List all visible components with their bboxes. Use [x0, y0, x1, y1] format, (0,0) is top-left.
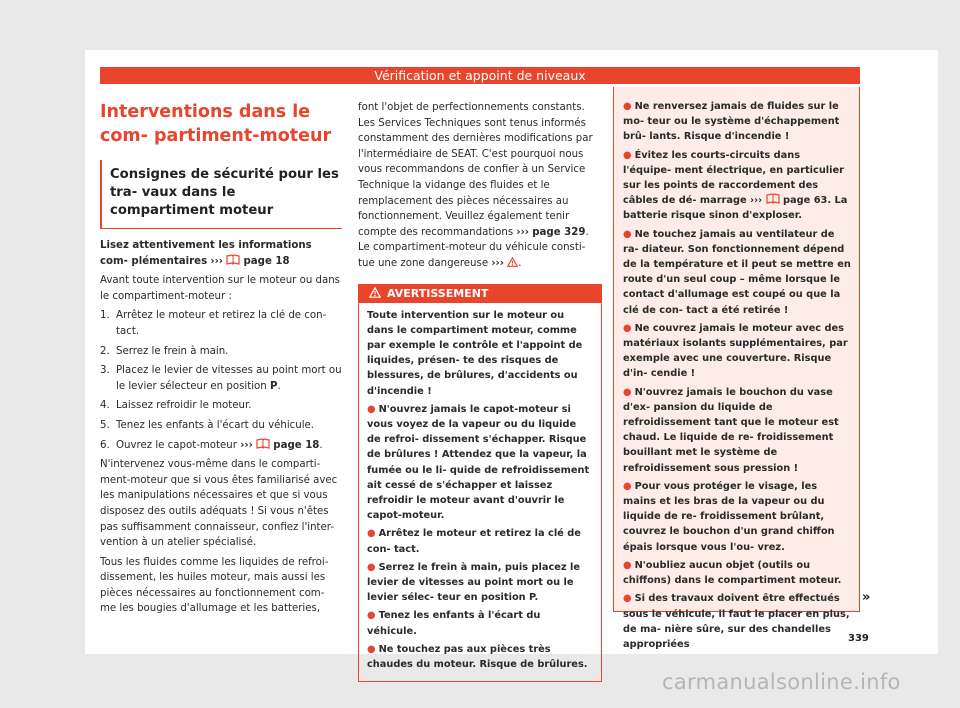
- list-item: ● Pour vous protéger le visage, les mains et les bras de la vapeur ou du liquide de re- froidissement brûlant, couvrez le bouchon d'un grand chiffon épais lorsque vous l'ou- vrez.: [623, 480, 835, 553]
- bullet-icon: ●: [367, 528, 376, 540]
- page-number: 339: [848, 633, 869, 644]
- list-item: ● Serrez le frein à main, puis placez le levier de vitesses au point mort ou le levier sélec- teur en position P.: [367, 561, 581, 604]
- bullet-icon: ●: [623, 322, 632, 334]
- bullet-icon: ●: [623, 480, 632, 492]
- warning-box: [358, 284, 602, 683]
- step-number: 1.: [100, 310, 110, 322]
- step-number: 3.: [100, 365, 110, 377]
- step-number: 5.: [100, 419, 110, 431]
- list-item: ● Ne couvrez jamais le moteur avec des matériaux isolants supplémentaires, par exemple avec une couverture. Risque d'in- cendie !: [623, 322, 848, 380]
- warning-continuation-body: [614, 87, 859, 652]
- para-arrows: ›››: [516, 226, 530, 238]
- paragraph: Tous les fluides comme les liquides de refroi- dissement, les huiles moteur, mais aussi les pièces nécessaires au fonctionnement com- me les bougies d'allumage et les batteries,: [100, 556, 329, 615]
- step-end: .: [319, 439, 323, 451]
- column-2: [358, 100, 602, 682]
- step-number: 2.: [100, 345, 110, 357]
- lead-text: Avant toute intervention sur le moteur ou dans le compartiment-moteur :: [100, 275, 340, 302]
- bullet-icon: ●: [623, 101, 632, 112]
- list-item: ● Arrêtez le moteur et retirez la clé de con- tact.: [367, 528, 581, 555]
- bullet-icon: ●: [367, 561, 376, 573]
- list-item: [100, 418, 342, 434]
- bullet-icon: ●: [367, 403, 376, 415]
- list-item: ● Ne touchez jamais au ventilateur de ra- diateur. Son fonctionnement dépend de la température et il peut se mettre en route d'un seul coup – même lorsque le contact d'allumage est coupé ou que la clé de con- tact a été retirée !: [623, 228, 851, 316]
- para-page-link[interactable]: page 329: [532, 226, 586, 238]
- step-text: Arrêtez le moteur et retirez la clé de con- tact.: [116, 310, 327, 337]
- step-arrows: ›››: [240, 439, 253, 451]
- step-end: .: [277, 380, 281, 392]
- bullet-icon: ●: [623, 228, 632, 240]
- warning-body: [359, 303, 601, 682]
- column-1: [100, 100, 342, 621]
- step-number: 4.: [100, 400, 110, 412]
- step-page-link[interactable]: page 18: [273, 439, 320, 451]
- item-arrows: ›››: [750, 195, 763, 207]
- warning-triangle-icon: [369, 287, 381, 298]
- continued-mark: »: [862, 590, 871, 605]
- list-item: ● Ne touchez pas aux pièces très chaudes du moteur. Risque de brûlures.: [367, 643, 588, 670]
- steps-list: [100, 308, 342, 453]
- step-text: Serrez le frein à main.: [116, 345, 229, 357]
- warning-title-text: AVERTISSEMENT: [387, 286, 489, 300]
- list-item: ● Évitez les courts-circuits dans l'équipe- ment électrique, en particulier sur les points de raccordement des câbles de dé- marrage ››› page 63. La batterie risque sinon d'exploser.: [623, 149, 848, 222]
- paragraph-text-end: . Le compartiment-moteur du véhicule consti- tue une zone dangereuse: [358, 226, 589, 269]
- step-text: Placez le levier de vitesses au point mort ou le levier sélecteur en position: [116, 365, 342, 392]
- warning-intro: Toute intervention sur le moteur ou dans le compartiment moteur, comme par exemple le contrôle et l'appoint de liquides, présen- te des risques de blessures, de brûlures, d'accidents ou d'incendie !: [367, 309, 583, 397]
- paragraph-text: font l'objet de perfectionnements constants. Les Services Techniques sont tenus informés constamment des dernières modifications par l'intermédiaire de SEAT. C'est pourquoi nous vous recommandons de confier à un Service Technique la vidange des fluides et le remplacement des pièces nécessaires au fonctionnement. Veuillez également tenir compte des recommandations: [358, 102, 593, 238]
- list-item: [100, 344, 342, 360]
- watermark: carmanualsonline.info: [662, 670, 901, 694]
- warning-icon[interactable]: [507, 257, 518, 267]
- section-header: Vérification et appoint de niveaux: [100, 67, 860, 84]
- list-item: [100, 398, 342, 414]
- list-item: [100, 438, 342, 454]
- paragraph: font l'objet de perfectionnements constants. Les Services Techniques sont tenus informés constamment des dernières modifications par l'intermédiaire de SEAT. C'est pourquoi nous vous recommandons de confier à un Service Technique la vidange des fluides et le remplacement des pièces nécessaires au fonctionnement. Veuillez également tenir compte des recommandations ››› page 329. Le compartiment-moteur du véhicule consti- tue une zone dangereuse ››› .: [358, 102, 593, 269]
- warning-title: [359, 285, 601, 303]
- book-icon: [256, 438, 270, 449]
- list-item: ● N'oubliez aucun objet (outils ou chiffons) dans le compartiment moteur.: [623, 559, 842, 587]
- step-number: 6.: [100, 439, 110, 451]
- gear-position: P: [269, 380, 278, 392]
- list-item: ● Tenez les enfants à l'écart du véhicule.: [367, 610, 541, 637]
- intro-line: [100, 238, 342, 269]
- intro-text: Lisez attentivement les informations com- plémentaires: [100, 240, 312, 267]
- paragraph: N'intervenez vous-même dans le comparti- ment-moteur que si vous êtes familiarisé avec les manipulations nécessaires et que si vous disposez des outils adéquats ! Si vous n'êtes pas suffisamment connaisseur, confiez l'inter- vention à un atelier spécialisé.: [100, 459, 338, 549]
- list-item: ● Si des travaux doivent être effectués sous le véhicule, il faut le placer en plus, de ma- nière sûre, sur des chandelles appropriées: [623, 593, 850, 650]
- para-arrows: ›››: [491, 257, 504, 269]
- step-text: Laissez refroidir le moteur.: [116, 400, 252, 412]
- section-subtitle: Consignes de sécurité pour les tra- vaux dans le compartiment moteur: [100, 160, 342, 229]
- bullet-icon: ●: [367, 610, 376, 622]
- bullet-icon: ●: [623, 386, 632, 398]
- list-item: ● N'ouvrez jamais le capot-moteur si vous voyez de la vapeur ou du liquide de refroi- dissement s'échapper. Risque de brûlures ! Attendez que la vapeur, la fumée ou le li- quide de refroidissement ait cessé de s'échapper et laissez refroidir le moteur avant d'ouvrir le capot-moteur.: [367, 403, 590, 522]
- list-item: ● N'ouvrez jamais le bouchon du vase d'ex- pansion du liquide de refroidissement tant que le moteur est chaud. Le liquide de re- froidissement bouillant met le système de refroidissement sous pression !: [623, 386, 839, 474]
- step-text: Tenez les enfants à l'écart du véhicule.: [116, 419, 315, 431]
- list-item: ● Ne renversez jamais de fluides sur le mo- teur ou le système d'échappement brû- lants. Risque d'incendie !: [623, 101, 840, 143]
- list-item: [100, 308, 342, 339]
- list-item: [100, 363, 342, 394]
- bullet-icon: ●: [623, 593, 632, 605]
- bullet-icon: ●: [367, 643, 376, 655]
- page-title: Interventions dans le com- partiment-moteur: [100, 102, 332, 146]
- intro-arrows: ›››: [210, 255, 223, 267]
- step-text: Ouvrez le capot-moteur: [116, 439, 237, 451]
- bullet-icon: ●: [623, 149, 632, 161]
- item-page-link[interactable]: page 63: [783, 195, 828, 207]
- book-icon: [226, 254, 240, 265]
- book-icon: [766, 193, 780, 204]
- bullet-icon: ●: [623, 559, 632, 571]
- intro-page-link[interactable]: page 18: [243, 255, 290, 267]
